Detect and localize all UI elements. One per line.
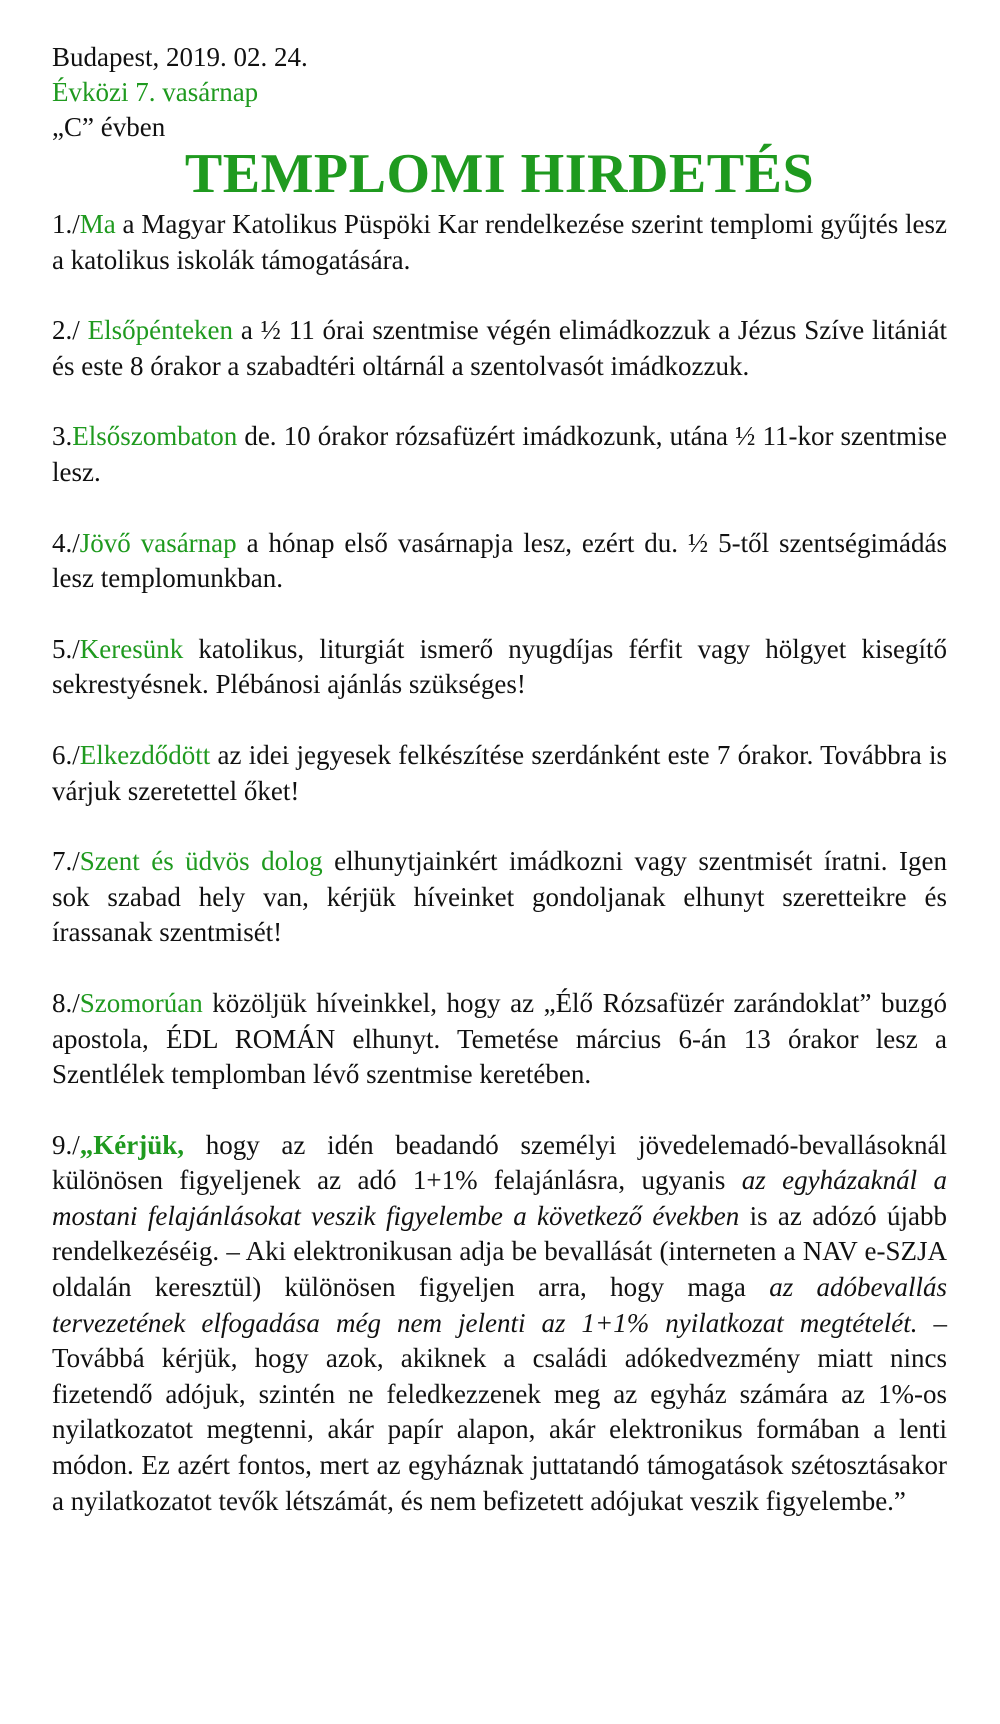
date-line: Budapest, 2019. 02. 24. — [52, 42, 308, 72]
item-text: a ½ 11 órai szentmise végén elimádkozzuk a Jézus Szíve litániát és este 8 órakor a szabadtéri oltárnál a szentolvasót imádkozzuk. — [52, 315, 947, 381]
announcement-page — [52, 40, 947, 1519]
item-text: elhunytjainkért imádkozni vagy szentmisét íratni. Igen sok szabad hely van, kérjük híveinket gondoljanak elhunyt szeretteikre és írassanak szentmisét! — [52, 846, 947, 948]
item-number: 7./ — [52, 846, 80, 877]
item-text: katolikus, liturgiát ismerő nyugdíjas férfit vagy hölgyet kisegítő sekrestyésnek. Plébánosi ajánlás szükséges! — [52, 633, 947, 700]
item-keyword: Szomorúan — [79, 987, 203, 1018]
liturgical-day: Évközi 7. vasárnap — [52, 77, 259, 107]
item-emphasis: az adóbevallás tervezetének elfogadása még nem jelenti az 1+1% nyilatkozat megtételét. — [52, 1272, 947, 1338]
item-number: 9./ — [52, 1129, 80, 1160]
item-text: a Magyar Katolikus Püspöki Kar rendelkezése szerint templomi gyűjtés lesz a katolikus iskolák támogatására. — [52, 209, 947, 275]
item-keyword: Elsőszombaton — [72, 421, 238, 452]
item-keyword: Ma — [79, 209, 116, 239]
announcement-item-3 — [52, 419, 947, 490]
item-keyword: Elsőpénteken — [87, 315, 234, 346]
item-number: 2./ — [52, 315, 88, 346]
item-keyword: Elkezdődött — [79, 739, 211, 770]
announcement-item-6 — [52, 738, 947, 809]
item-number: 8./ — [52, 987, 80, 1018]
item-text: is az adózó újabb rendelkezéséig. – Aki elektronikusan adja be bevallását (interneten a NAV e-SZJA oldalán keresztül) különösen figyeljen arra, hogy maga — [52, 1200, 947, 1303]
item-number: 5./ — [52, 633, 80, 664]
item-text: de. 10 órakor rózsafüzért imádkozunk, utána ½ 11-kor szentmise lesz. — [52, 421, 947, 487]
page-title: TEMPLOMI HIRDETÉS — [184, 143, 815, 205]
item-keyword: Keresünk — [79, 633, 184, 664]
announcement-item-1 — [52, 207, 947, 278]
announcement-item-9 — [52, 1128, 947, 1520]
item-keyword: Jövő vasárnap — [79, 527, 237, 558]
item-keyword: Szent és üdvös dolog — [79, 846, 323, 877]
announcement-item-8 — [52, 986, 947, 1093]
item-text: közöljük híveinkkel, hogy az „Élő Rózsafüzér zarándoklat” buzgó apostola, ÉDL ROMÁN elhunyt. Temetése március 6-án 13 órakor lesz a Szentlélek templomban lévő szentmise keretében. — [52, 987, 947, 1090]
year-cycle: „C” évben — [52, 112, 166, 142]
announcement-item-4 — [52, 526, 947, 597]
item-text: – Továbbá kérjük, hogy azok, akiknek a családi adókedvezmény miatt nincs fizetendő adójuk, szintén ne feledkezzenek meg az egyház számára az 1%-os nyilatkozatot megtenni, akár papír alapon, akár elektronikus formában a lenti módon. Ez azért fontos, mert az egyháznak juttatandó támogatások szétosztásakor a nyilatkozatot tevők létszámát, és nem befizetett adójukat veszik figyelembe.” — [52, 1307, 947, 1516]
item-number: 4./ — [52, 527, 80, 558]
item-keyword: „Kérjük, — [79, 1129, 185, 1160]
announcement-item-2 — [52, 313, 947, 384]
item-text: hogy az idén beadandó személyi jövedelemadó-bevallásoknál különösen figyeljenek az adó 1+1% felajánlásra, ugyanis — [52, 1129, 947, 1196]
item-number: 3. — [52, 421, 73, 452]
item-emphasis: az egyházaknál a mostani felajánlásokat veszik figyelembe a következő években — [52, 1165, 947, 1231]
item-number: 1./ — [52, 209, 80, 239]
item-text: a hónap első vasárnapja lesz, ezért du. ½ 5-től szentségimádás lesz templomunkban. — [52, 527, 947, 594]
item-number: 6./ — [52, 739, 80, 770]
announcement-item-7 — [52, 844, 947, 951]
item-text: az idei jegyesek felkészítése szerdánként este 7 órakor. Továbbra is várjuk szeretettel őket! — [52, 739, 947, 806]
announcement-item-5 — [52, 632, 947, 703]
